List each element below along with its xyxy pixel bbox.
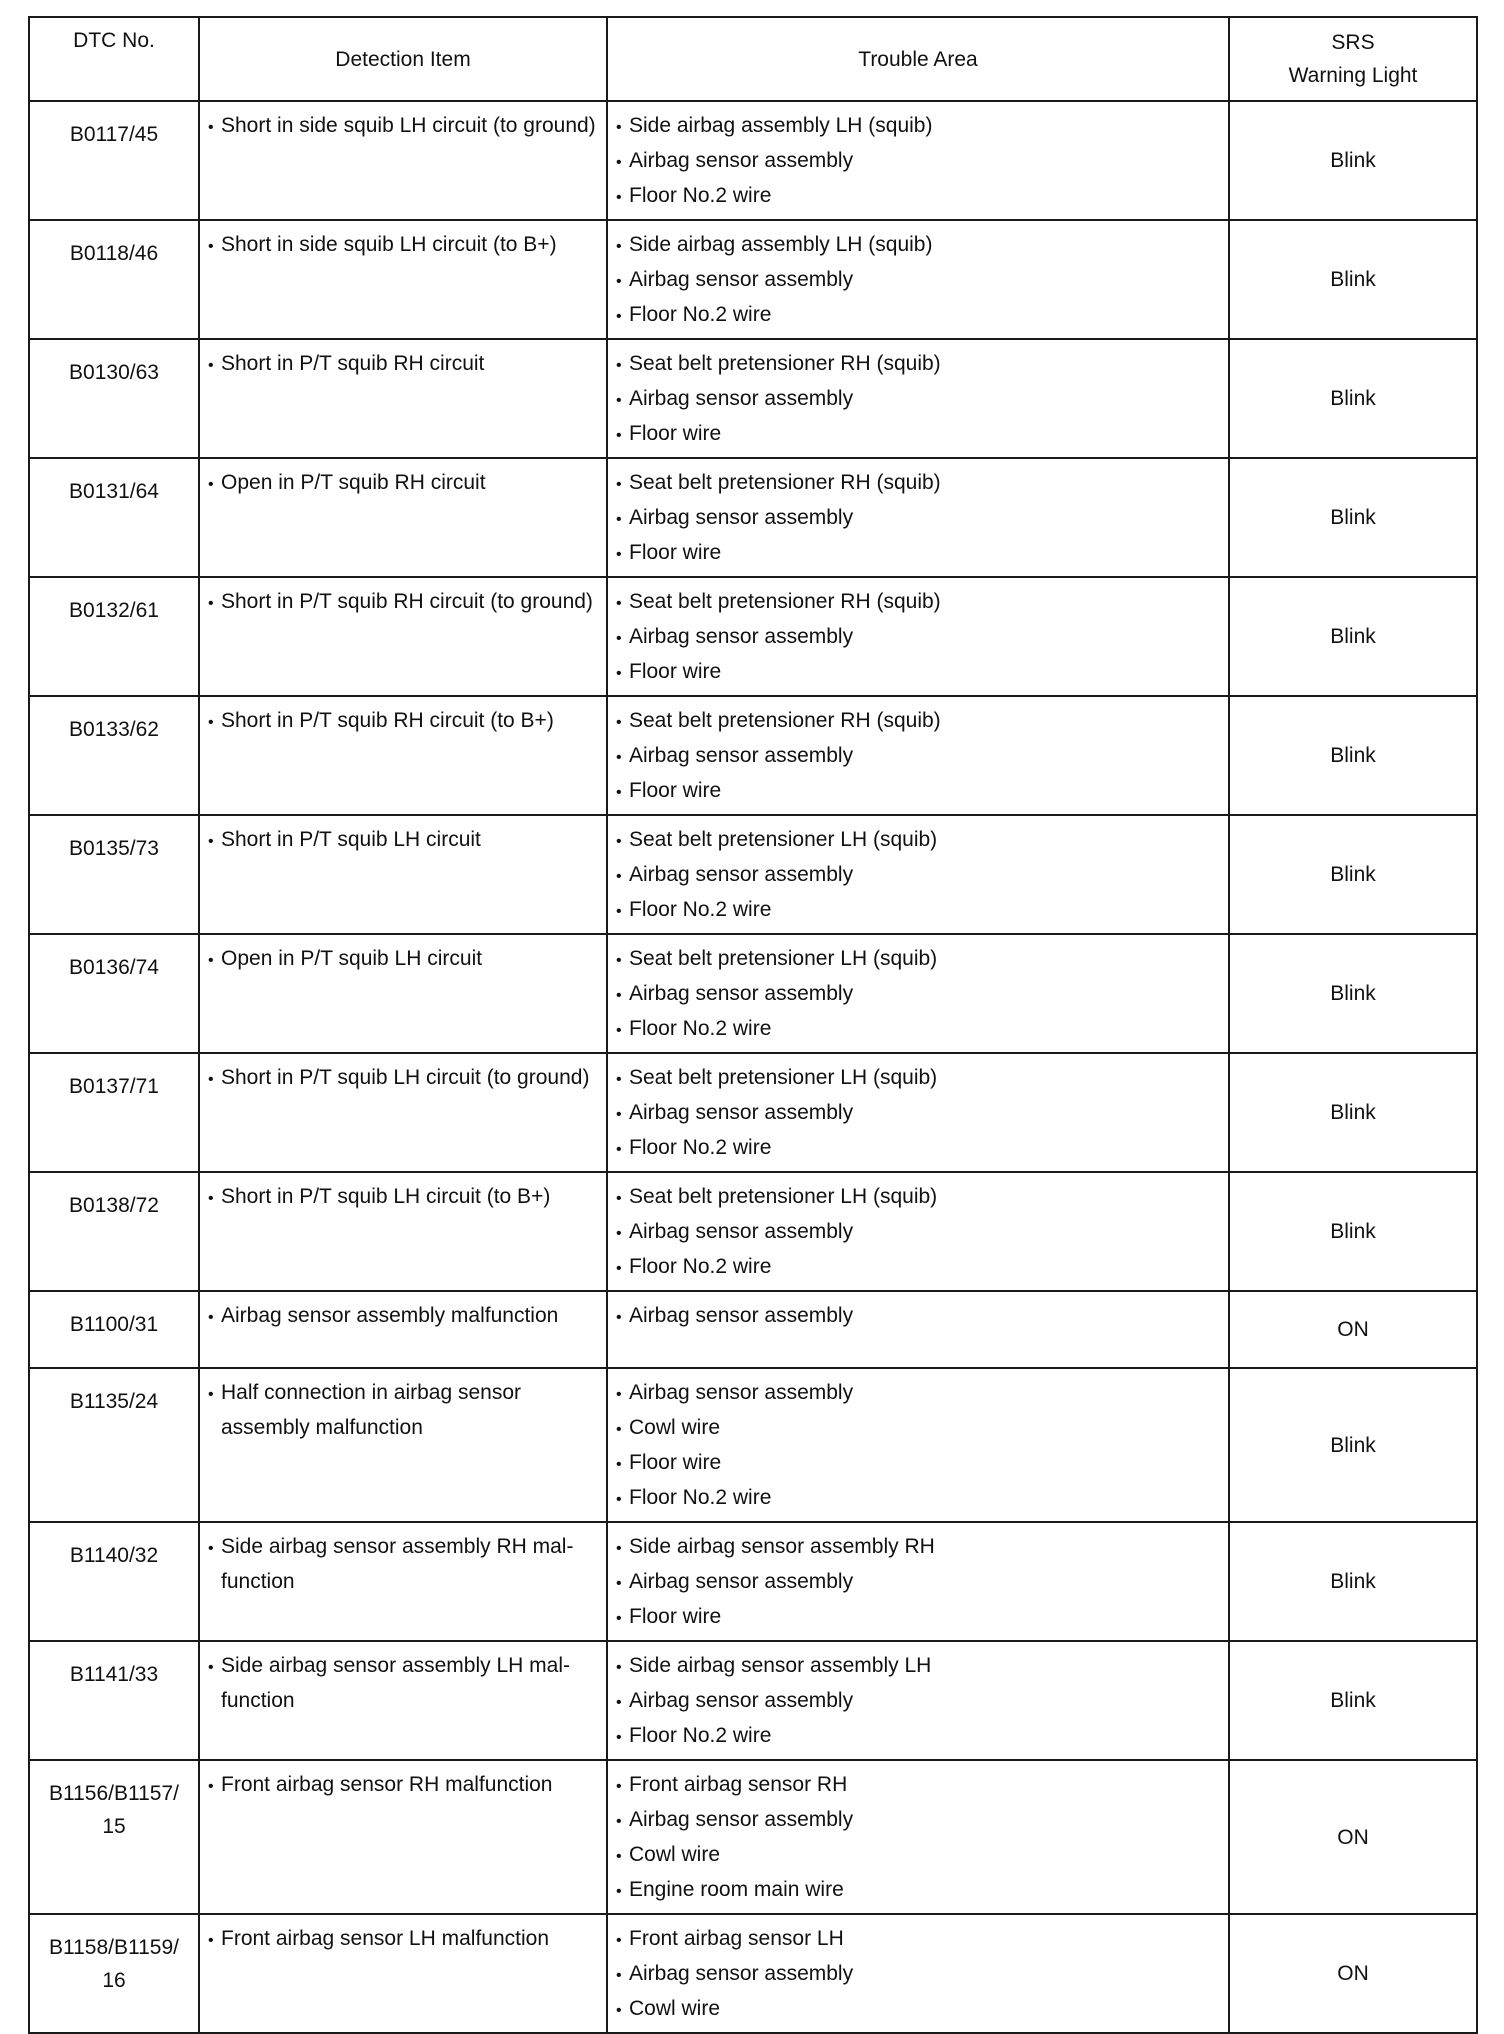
header-srs-warning-light <box>1229 17 1477 101</box>
trouble-area-cell <box>607 1368 1229 1522</box>
dtc-number: B1141/33 <box>69 1663 159 1686</box>
dtc-number: B0118/46 <box>69 242 159 265</box>
trouble-area-item: • Floor wire <box>616 1446 1222 1481</box>
detection-item: • Short in P/T squib LH circuit (to B+) <box>208 1180 600 1215</box>
dtc-number-cell <box>29 934 199 1053</box>
header-srs-line: SRS <box>1331 31 1375 54</box>
dtc-number-cell <box>29 577 199 696</box>
table-row <box>29 1641 1477 1760</box>
srs-warning-light-cell <box>1229 1641 1477 1760</box>
header-row <box>29 17 1477 101</box>
dtc-number-cell <box>29 220 199 339</box>
dtc-number: B0132/61 <box>69 599 159 622</box>
trouble-area-item: • Floor wire <box>616 655 1222 690</box>
table-row <box>29 458 1477 577</box>
warning-light-status: Blink <box>1330 268 1376 291</box>
dtc-number: B0131/64 <box>69 480 159 503</box>
srs-warning-light-cell <box>1229 1053 1477 1172</box>
detection-item: • Half connection in airbag sensor assembly malfunction <box>208 1376 600 1444</box>
detection-item: • Side airbag sensor assembly LH mal-function <box>208 1649 600 1717</box>
trouble-area-item: • Floor No.2 wire <box>616 1012 1222 1047</box>
warning-light-status: Blink <box>1330 982 1376 1005</box>
trouble-area-item: • Side airbag sensor assembly RH <box>616 1530 1222 1565</box>
warning-light-status: Blink <box>1330 744 1376 767</box>
trouble-area-item: • Side airbag sensor assembly LH <box>616 1649 1222 1684</box>
detection-item-cell <box>199 1053 607 1172</box>
dtc-number-cell <box>29 1053 199 1172</box>
table-row <box>29 1053 1477 1172</box>
trouble-area-item: • Airbag sensor assembly <box>616 1376 1222 1411</box>
warning-light-status: Blink <box>1330 1570 1376 1593</box>
trouble-area-item: • Airbag sensor assembly <box>616 263 1222 298</box>
dtc-number: 15 <box>102 1815 126 1838</box>
detection-item: • Short in P/T squib RH circuit (to ground) <box>208 585 600 620</box>
warning-light-status: Blink <box>1330 506 1376 529</box>
trouble-area-item: • Airbag sensor assembly <box>616 501 1222 536</box>
detection-item: • Open in P/T squib LH circuit <box>208 942 600 977</box>
dtc-table <box>28 16 1478 2034</box>
trouble-area-cell <box>607 1760 1229 1914</box>
table-row <box>29 101 1477 220</box>
trouble-area-cell <box>607 815 1229 934</box>
trouble-area-item: • Floor No.2 wire <box>616 179 1222 214</box>
dtc-number-cell <box>29 1172 199 1291</box>
warning-light-status: Blink <box>1330 1433 1376 1457</box>
trouble-area-item: • Floor wire <box>616 774 1222 809</box>
header-detection-item: Detection Item <box>199 17 607 101</box>
table-row <box>29 1291 1477 1368</box>
detection-item-cell <box>199 934 607 1053</box>
trouble-area-item: • Airbag sensor assembly <box>616 1096 1222 1131</box>
trouble-area-item: • Floor No.2 wire <box>616 893 1222 928</box>
dtc-number-cell <box>29 1641 199 1760</box>
table-row <box>29 1760 1477 1914</box>
srs-warning-light-cell <box>1229 101 1477 220</box>
trouble-area-cell <box>607 696 1229 815</box>
trouble-area-cell <box>607 339 1229 458</box>
srs-warning-light-cell <box>1229 815 1477 934</box>
detection-item: • Side airbag sensor assembly RH mal-function <box>208 1530 600 1598</box>
warning-light-status: Blink <box>1330 387 1376 410</box>
dtc-number: B0137/71 <box>69 1075 159 1098</box>
dtc-number-cell <box>29 696 199 815</box>
detection-item-cell <box>199 1522 607 1641</box>
dtc-number: B0130/63 <box>69 361 159 384</box>
srs-warning-light-cell <box>1229 1760 1477 1914</box>
trouble-area-item: • Seat belt pretensioner RH (squib) <box>616 704 1222 739</box>
detection-item-cell <box>199 339 607 458</box>
trouble-area-item: • Airbag sensor assembly <box>616 1957 1222 1992</box>
dtc-number-cell <box>29 101 199 220</box>
trouble-area-item: • Airbag sensor assembly <box>616 1215 1222 1250</box>
dtc-number: B1135/24 <box>69 1390 159 1413</box>
trouble-area-cell <box>607 1172 1229 1291</box>
detection-item: • Short in side squib LH circuit (to B+) <box>208 228 600 263</box>
dtc-number: 16 <box>102 1969 126 1992</box>
trouble-area-item: • Floor No.2 wire <box>616 1131 1222 1166</box>
table-row <box>29 1522 1477 1641</box>
dtc-number-cell <box>29 1914 199 2033</box>
srs-warning-light-cell <box>1229 696 1477 815</box>
header-dtc-no: DTC No. <box>29 17 199 101</box>
table-row <box>29 577 1477 696</box>
srs-warning-light-cell <box>1229 577 1477 696</box>
trouble-area-item: • Cowl wire <box>616 1838 1222 1873</box>
dtc-number-cell <box>29 1291 199 1368</box>
trouble-area-item: • Seat belt pretensioner LH (squib) <box>616 942 1222 977</box>
trouble-area-item: • Front airbag sensor RH <box>616 1768 1222 1803</box>
dtc-number-cell <box>29 1522 199 1641</box>
trouble-area-item: • Floor No.2 wire <box>616 1250 1222 1285</box>
trouble-area-item: • Airbag sensor assembly <box>616 620 1222 655</box>
trouble-area-cell <box>607 1641 1229 1760</box>
trouble-area-item: • Airbag sensor assembly <box>616 1565 1222 1600</box>
trouble-area-item: • Seat belt pretensioner RH (squib) <box>616 466 1222 501</box>
trouble-area-item: • Floor No.2 wire <box>616 1481 1222 1516</box>
warning-light-status: ON <box>1337 1318 1369 1341</box>
dtc-number-cell <box>29 1760 199 1914</box>
trouble-area-item: • Seat belt pretensioner LH (squib) <box>616 823 1222 858</box>
trouble-area-cell <box>607 577 1229 696</box>
detection-item: • Front airbag sensor RH malfunction <box>208 1768 600 1803</box>
warning-light-status: ON <box>1337 1962 1369 1985</box>
table-row <box>29 815 1477 934</box>
warning-light-status: ON <box>1337 1825 1369 1849</box>
dtc-number: B1100/31 <box>69 1313 159 1336</box>
trouble-area-item: • Seat belt pretensioner RH (squib) <box>616 585 1222 620</box>
table-row <box>29 1172 1477 1291</box>
trouble-area-item: • Cowl wire <box>616 1992 1222 2027</box>
srs-warning-light-cell <box>1229 458 1477 577</box>
table-body <box>29 101 1477 2033</box>
detection-item-cell <box>199 1641 607 1760</box>
srs-warning-light-cell <box>1229 339 1477 458</box>
detection-item: • Short in P/T squib RH circuit (to B+) <box>208 704 600 739</box>
trouble-area-item: • Seat belt pretensioner RH (squib) <box>616 347 1222 382</box>
trouble-area-item: • Airbag sensor assembly <box>616 144 1222 179</box>
detection-item-cell <box>199 1291 607 1368</box>
trouble-area-cell <box>607 101 1229 220</box>
detection-item-cell <box>199 1760 607 1914</box>
dtc-number: B0133/62 <box>69 718 159 741</box>
dtc-number-cell <box>29 458 199 577</box>
trouble-area-item: • Airbag sensor assembly <box>616 1299 1222 1334</box>
trouble-area-cell <box>607 220 1229 339</box>
table-row <box>29 220 1477 339</box>
dtc-number: B0135/73 <box>69 837 159 860</box>
detection-item-cell <box>199 1368 607 1522</box>
dtc-number: B1158/B1159/ <box>49 1936 179 1959</box>
trouble-area-item: • Floor No.2 wire <box>616 1719 1222 1754</box>
trouble-area-cell <box>607 934 1229 1053</box>
trouble-area-item: • Airbag sensor assembly <box>616 977 1222 1012</box>
trouble-area-item: • Front airbag sensor LH <box>616 1922 1222 1957</box>
trouble-area-item: • Airbag sensor assembly <box>616 858 1222 893</box>
table-row <box>29 1368 1477 1522</box>
warning-light-status: Blink <box>1330 1101 1376 1124</box>
detection-item-cell <box>199 696 607 815</box>
trouble-area-item: • Floor wire <box>616 417 1222 452</box>
detection-item-cell <box>199 815 607 934</box>
trouble-area-cell <box>607 1053 1229 1172</box>
dtc-number-cell <box>29 339 199 458</box>
trouble-area-item: • Airbag sensor assembly <box>616 1684 1222 1719</box>
trouble-area-item: • Floor wire <box>616 1600 1222 1635</box>
trouble-area-cell <box>607 1522 1229 1641</box>
srs-warning-light-cell <box>1229 1914 1477 2033</box>
trouble-area-item: • Floor No.2 wire <box>616 298 1222 333</box>
trouble-area-cell <box>607 458 1229 577</box>
srs-warning-light-cell <box>1229 1291 1477 1368</box>
detection-item: • Short in P/T squib RH circuit <box>208 347 600 382</box>
trouble-area-cell <box>607 1914 1229 2033</box>
warning-light-status: Blink <box>1330 625 1376 648</box>
table-row <box>29 339 1477 458</box>
table-row <box>29 934 1477 1053</box>
dtc-number-cell <box>29 815 199 934</box>
trouble-area-item: • Seat belt pretensioner LH (squib) <box>616 1180 1222 1215</box>
srs-warning-light-cell <box>1229 220 1477 339</box>
trouble-area-item: • Airbag sensor assembly <box>616 382 1222 417</box>
header-warning-light-line: Warning Light <box>1288 64 1418 87</box>
detection-item-cell <box>199 458 607 577</box>
detection-item: • Front airbag sensor LH malfunction <box>208 1922 600 1957</box>
dtc-number: B0136/74 <box>69 956 159 979</box>
dtc-number: B1156/B1157/ <box>49 1782 179 1805</box>
warning-light-status: Blink <box>1330 863 1376 886</box>
trouble-area-cell <box>607 1291 1229 1368</box>
detection-item-cell <box>199 577 607 696</box>
table-row <box>29 696 1477 815</box>
srs-warning-light-cell <box>1229 1522 1477 1641</box>
table-row <box>29 1914 1477 2033</box>
dtc-number: B0138/72 <box>69 1194 159 1217</box>
detection-item: • Open in P/T squib RH circuit <box>208 466 600 501</box>
srs-warning-light-cell <box>1229 1172 1477 1291</box>
trouble-area-item: • Engine room main wire <box>616 1873 1222 1908</box>
detection-item: • Short in side squib LH circuit (to ground) <box>208 109 600 144</box>
srs-warning-light-cell <box>1229 934 1477 1053</box>
detection-item-cell <box>199 220 607 339</box>
detection-item: • Short in P/T squib LH circuit (to ground) <box>208 1061 600 1096</box>
dtc-number: B0117/45 <box>69 123 159 146</box>
detection-item-cell <box>199 1172 607 1291</box>
trouble-area-item: • Side airbag assembly LH (squib) <box>616 228 1222 263</box>
header-trouble-area: Trouble Area <box>607 17 1229 101</box>
warning-light-status: Blink <box>1330 1220 1376 1243</box>
dtc-number: B1140/32 <box>69 1544 159 1567</box>
detection-item: • Airbag sensor assembly malfunction <box>208 1299 600 1334</box>
srs-warning-light-cell <box>1229 1368 1477 1522</box>
detection-item: • Short in P/T squib LH circuit <box>208 823 600 858</box>
trouble-area-item: • Airbag sensor assembly <box>616 1803 1222 1838</box>
trouble-area-item: • Floor wire <box>616 536 1222 571</box>
detection-item-cell <box>199 1914 607 2033</box>
warning-light-status: Blink <box>1330 149 1376 172</box>
trouble-area-item: • Cowl wire <box>616 1411 1222 1446</box>
detection-item-cell <box>199 101 607 220</box>
trouble-area-item: • Side airbag assembly LH (squib) <box>616 109 1222 144</box>
trouble-area-item: • Airbag sensor assembly <box>616 739 1222 774</box>
warning-light-status: Blink <box>1330 1689 1376 1712</box>
dtc-number-cell <box>29 1368 199 1522</box>
trouble-area-item: • Seat belt pretensioner LH (squib) <box>616 1061 1222 1096</box>
